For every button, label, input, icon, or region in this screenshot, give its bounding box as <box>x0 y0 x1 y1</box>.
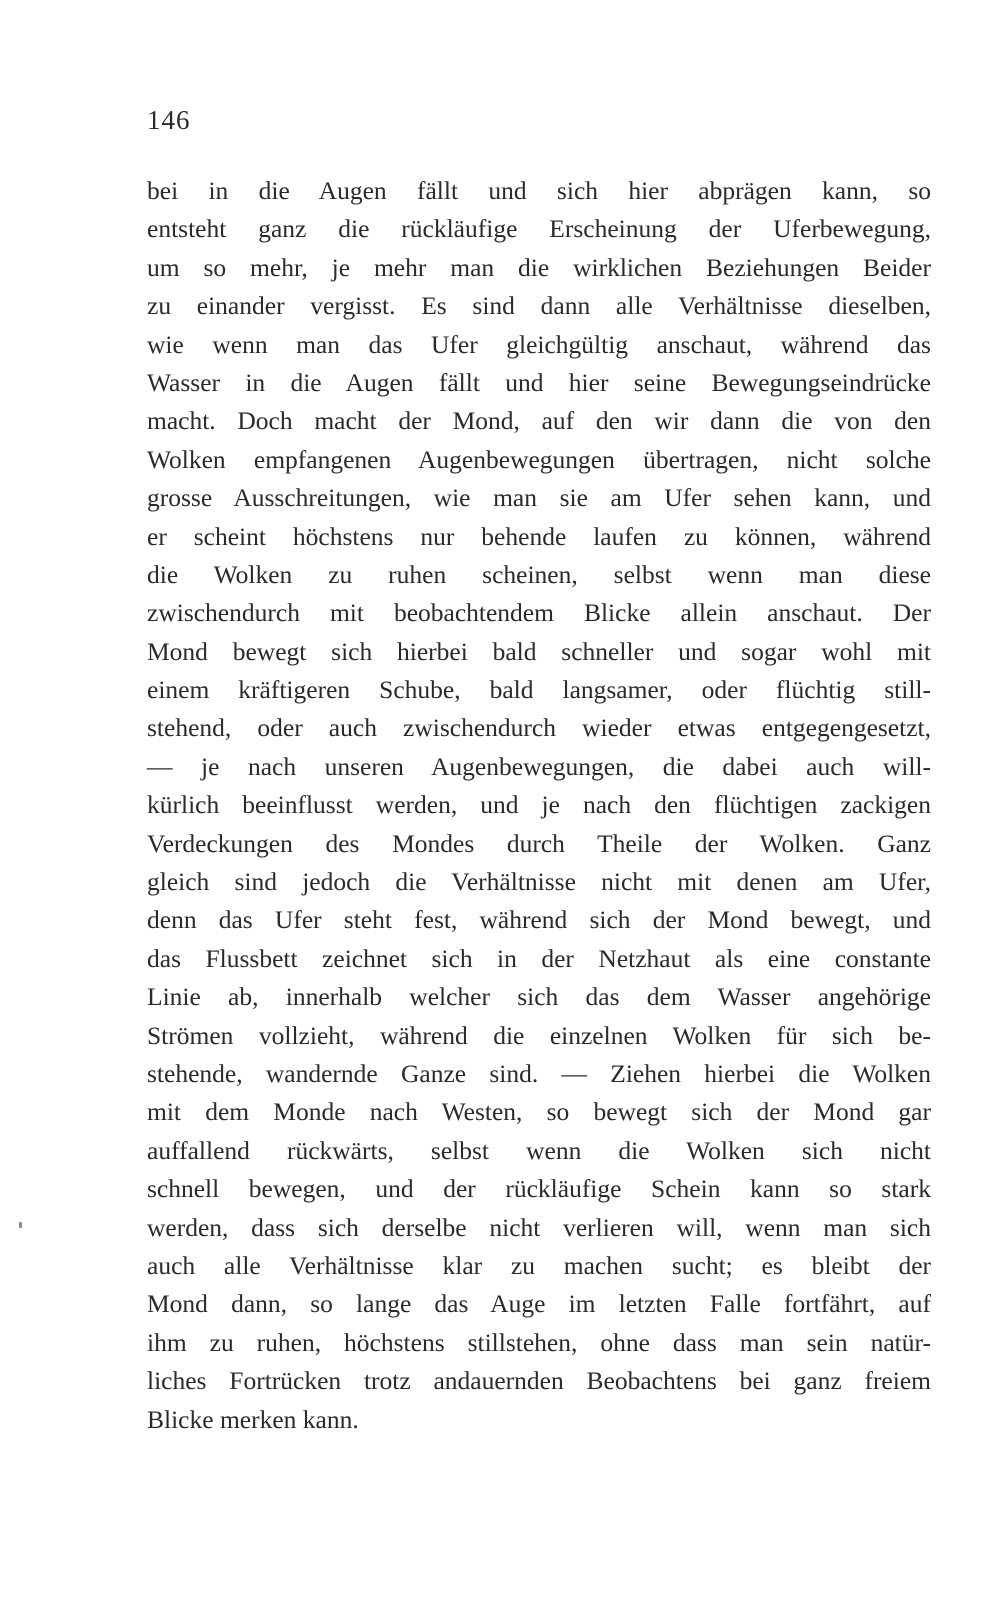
text-line: wie wenn man das Ufer gleichgültig anschaut, während das <box>147 329 931 359</box>
text-line: werden, dass sich derselbe nicht verlieren will, wenn man sich <box>147 1212 931 1242</box>
text-line: auch alle Verhältnisse klar zu machen sucht; es bleibt der <box>147 1250 931 1280</box>
text-line: entsteht ganz die rückläufige Erscheinung der Uferbewegung, <box>147 214 931 244</box>
text-line: zwischendurch mit beobachtendem Blicke allein anschaut. Der <box>147 598 931 628</box>
text-line: schnell bewegen, und der rückläufige Schein kann so stark <box>147 1174 931 1204</box>
text-line: stehend, oder auch zwischendurch wieder etwas entgegengesetzt, <box>147 713 931 743</box>
text-line: Wolken empfangenen Augenbewegungen übertragen, nicht solche <box>147 444 931 474</box>
text-line: Mond bewegt sich hierbei bald schneller und sogar wohl mit <box>147 636 931 666</box>
text-line: einem kräftigeren Schube, bald langsamer, oder flüchtig still- <box>147 675 931 705</box>
margin-speck <box>19 1222 22 1228</box>
text-line: gleich sind jedoch die Verhältnisse nicht mit denen am Ufer, <box>147 867 931 897</box>
text-line: grosse Ausschreitungen, wie man sie am Ufer sehen kann, und <box>147 483 931 513</box>
text-line: kürlich beeinflusst werden, und je nach den flüchtigen zackigen <box>147 790 931 820</box>
text-line: das Flussbett zeichnet sich in der Netzhaut als eine constante <box>147 943 931 973</box>
text-line: Verdeckungen des Mondes durch Theile der Wolken. Ganz <box>147 828 931 858</box>
text-line: macht. Doch macht der Mond, auf den wir dann die von den <box>147 406 931 436</box>
text-line: liches Fortrücken trotz andauernden Beobachtens bei ganz freiem <box>147 1366 931 1396</box>
text-line: Blicke merken kann. <box>147 1404 359 1434</box>
text-line: bei in die Augen fällt und sich hier abprägen kann, so <box>147 176 931 205</box>
text-line: zu einander vergisst. Es sind dann alle Verhältnisse dieselben, <box>147 291 931 321</box>
text-line: stehende, wandernde Ganze sind. — Ziehen hierbei die Wolken <box>147 1058 931 1088</box>
text-line: die Wolken zu ruhen scheinen, selbst wenn man diese <box>147 559 931 589</box>
text-line: um so mehr, je mehr man die wirklichen Beziehungen Beider <box>147 252 931 282</box>
text-line: auffallend rückwärts, selbst wenn die Wolken sich nicht <box>147 1135 931 1165</box>
text-line: er scheint höchstens nur behende laufen zu können, während <box>147 521 931 551</box>
text-line: ihm zu ruhen, höchstens stillstehen, ohne dass man sein natür- <box>147 1327 931 1357</box>
text-line: denn das Ufer steht fest, während sich der Mond bewegt, und <box>147 905 931 935</box>
body-text <box>147 172 931 1439</box>
text-line: — je nach unseren Augenbewegungen, die dabei auch will- <box>147 751 931 781</box>
text-line: Mond dann, so lange das Auge im letzten Falle fortfährt, auf <box>147 1289 931 1319</box>
text-line: Linie ab, innerhalb welcher sich das dem Wasser angehörige <box>147 982 931 1012</box>
text-line: mit dem Monde nach Westen, so bewegt sich der Mond gar <box>147 1097 931 1127</box>
text-line: Wasser in die Augen fällt und hier seine Bewegungseindrücke <box>147 367 931 397</box>
text-line: Strömen vollzieht, während die einzelnen Wolken für sich be- <box>147 1020 931 1050</box>
page-number: 146 <box>147 105 191 135</box>
